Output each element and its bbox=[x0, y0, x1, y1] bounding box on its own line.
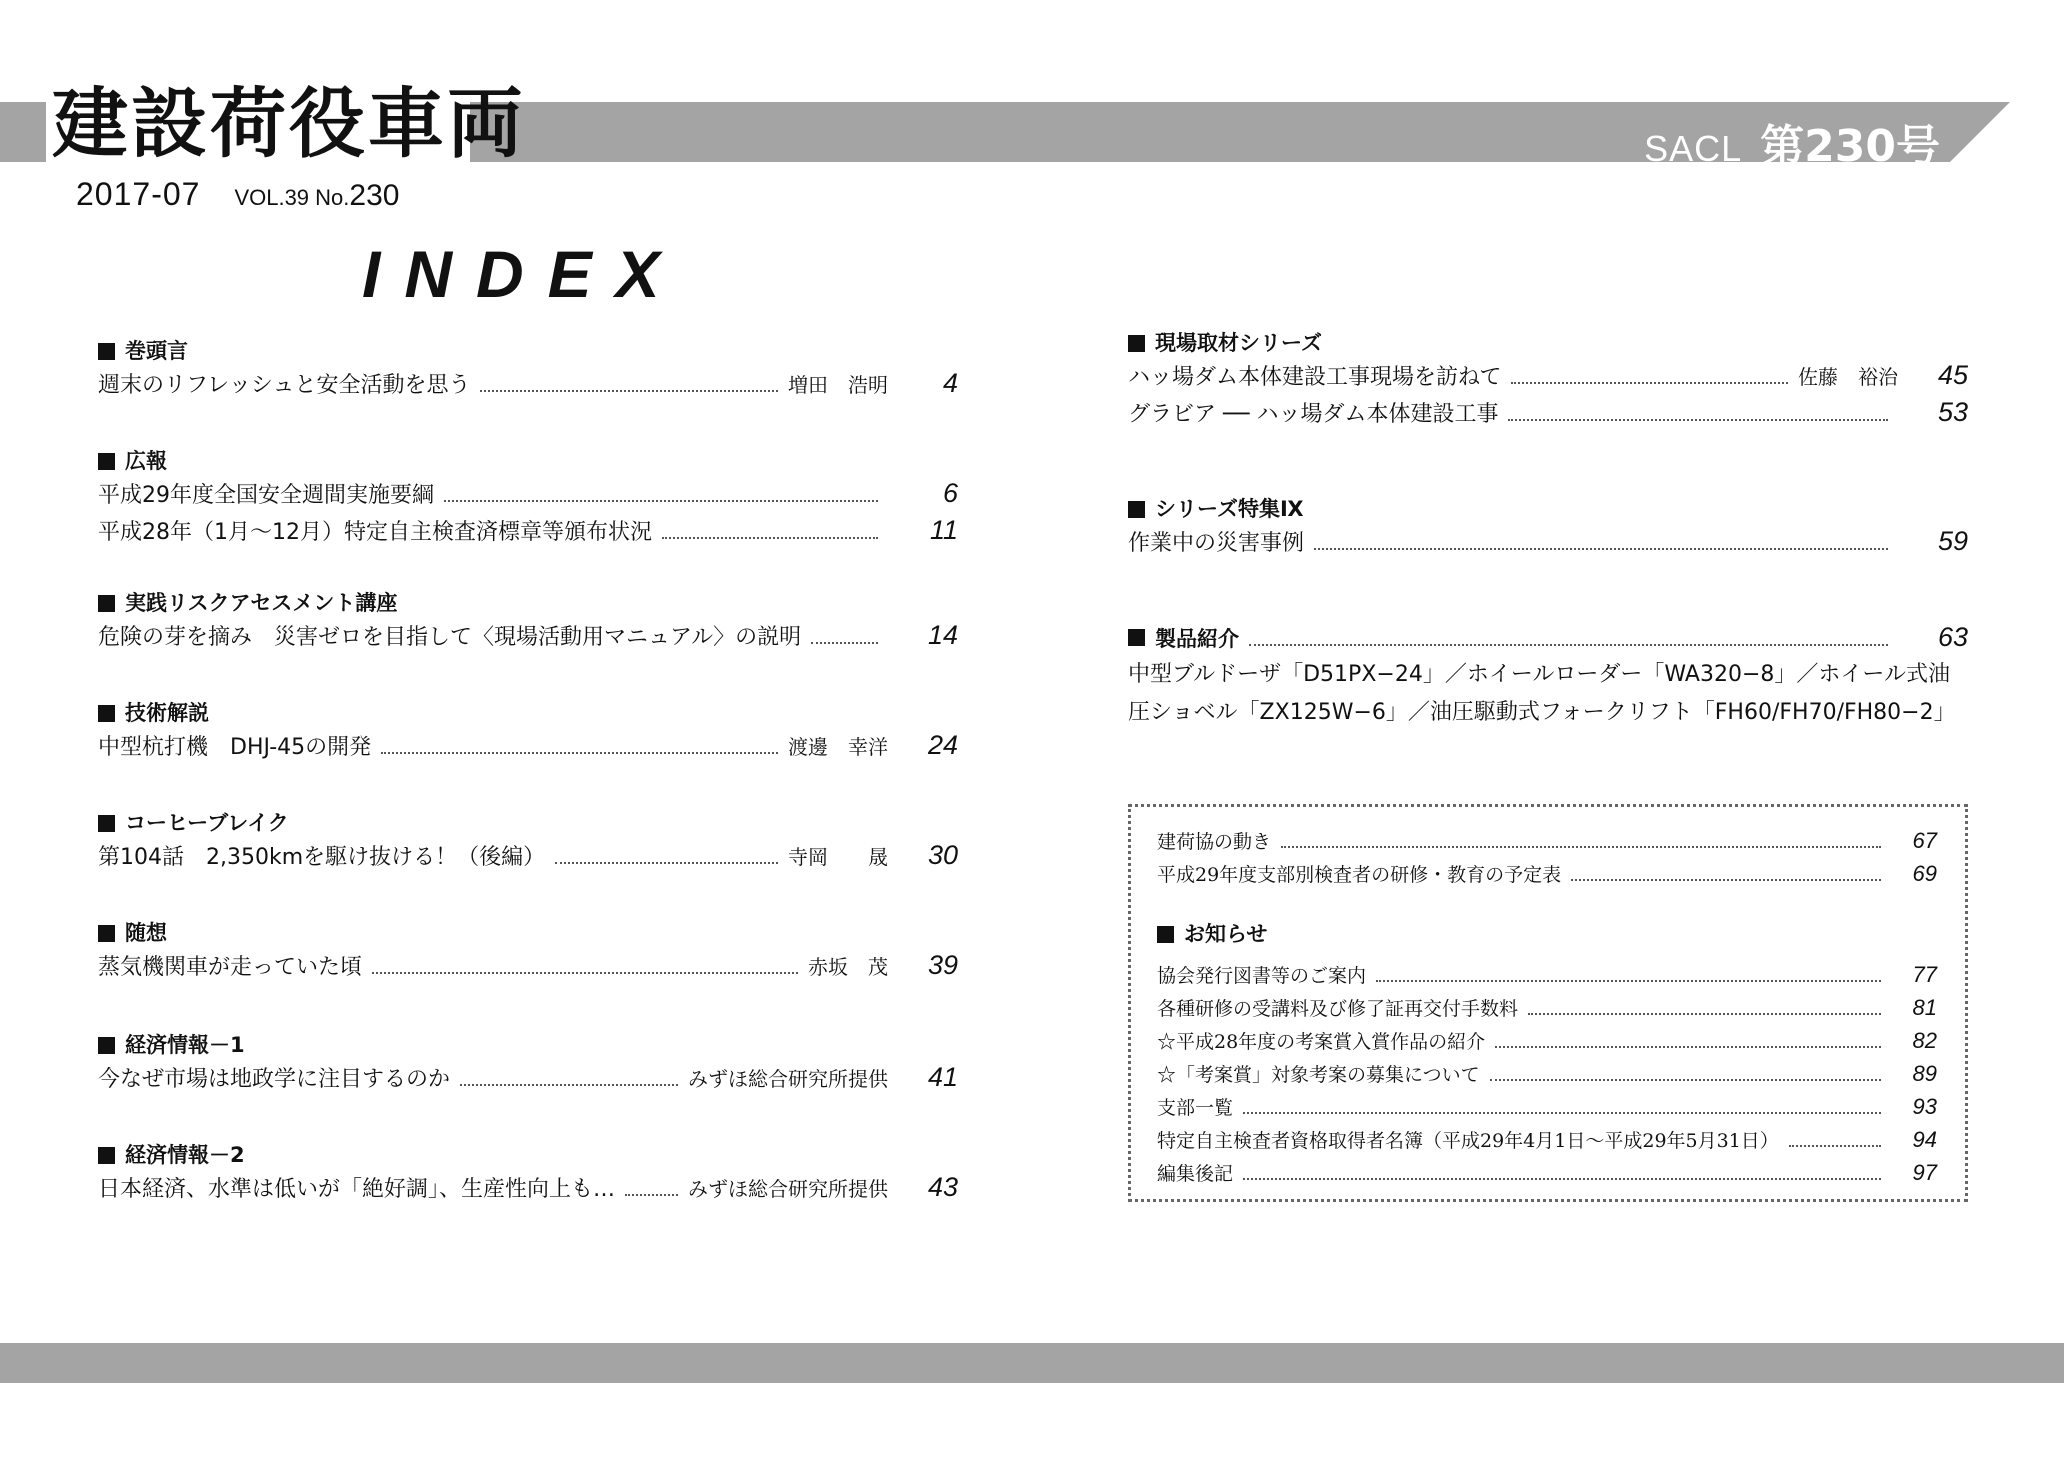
square-bullet-icon bbox=[98, 705, 115, 722]
leader-dots bbox=[1281, 846, 1881, 848]
section-heading-label: 経済情報－2 bbox=[125, 1143, 245, 1167]
date-line bbox=[76, 176, 399, 213]
entry-title: 建荷協の動き bbox=[1157, 831, 1272, 853]
section-heading-label: 技術解説 bbox=[125, 701, 209, 725]
toc-entry[interactable] bbox=[98, 1060, 958, 1097]
section-heading bbox=[98, 1030, 958, 1060]
entry-page: 81 bbox=[1912, 995, 1937, 1020]
section-heading bbox=[98, 918, 958, 948]
leader-dots bbox=[1249, 644, 1888, 646]
section-heading bbox=[98, 336, 958, 366]
toc-entry[interactable] bbox=[1157, 1025, 1937, 1058]
entry-title: 協会発行図書等のご案内 bbox=[1157, 965, 1367, 987]
box-top-list bbox=[1157, 825, 1937, 891]
square-bullet-icon bbox=[98, 453, 115, 470]
section-heading bbox=[98, 588, 958, 618]
entry-page: 59 bbox=[1937, 526, 1968, 556]
section-heading bbox=[98, 1140, 958, 1170]
leader-dots bbox=[1495, 1046, 1881, 1048]
section-heading bbox=[1128, 494, 1968, 524]
entry-title: 今なぜ市場は地政学に注目するのか bbox=[98, 1067, 451, 1092]
section-coffee-break bbox=[98, 808, 958, 875]
toc-entry[interactable] bbox=[98, 366, 958, 403]
box-notice-list bbox=[1157, 919, 1937, 1190]
entry-author: みずほ総合研究所提供 bbox=[688, 1177, 888, 1201]
entry-page: 77 bbox=[1912, 962, 1937, 987]
leader-dots bbox=[480, 390, 778, 392]
sacl-label: SACL bbox=[1644, 128, 1743, 169]
section-seihin-shoukai bbox=[1128, 620, 1968, 732]
entry-page: 45 bbox=[1937, 360, 1968, 390]
entry-page: 30 bbox=[927, 840, 958, 870]
leader-dots bbox=[1571, 879, 1881, 881]
entry-title: ☆「考案賞」対象考案の募集について bbox=[1157, 1064, 1480, 1086]
toc-entry[interactable] bbox=[98, 618, 958, 655]
product-list bbox=[1128, 656, 1968, 732]
section-heading bbox=[98, 698, 958, 728]
entry-page: 24 bbox=[927, 730, 958, 760]
entry-page: 6 bbox=[942, 478, 958, 508]
leader-dots bbox=[1528, 1013, 1881, 1015]
section-heading-label: 現場取材シリーズ bbox=[1155, 331, 1322, 355]
magazine-title: 建設荷役車両 bbox=[52, 79, 526, 168]
section-heading-label: 広報 bbox=[125, 449, 167, 473]
section-zuisou bbox=[98, 918, 958, 985]
entry-title: グラビア ── ハッ場ダム本体建設工事 bbox=[1128, 402, 1499, 427]
entry-author: 寺岡 晟 bbox=[788, 845, 888, 869]
issue-number: 第230号 bbox=[1760, 121, 1940, 172]
entry-author: 佐藤 裕治 bbox=[1798, 365, 1898, 389]
entry-title: 第104話 2,350kmを駆け抜ける！（後編） bbox=[98, 845, 546, 870]
section-heading-label: 製品紹介 bbox=[1155, 627, 1239, 651]
section-heading bbox=[1157, 919, 1937, 949]
square-bullet-icon bbox=[1128, 335, 1145, 352]
square-bullet-icon bbox=[98, 595, 115, 612]
issue-tag bbox=[1644, 110, 1940, 174]
entry-author: 渡邊 幸洋 bbox=[788, 735, 888, 759]
leader-dots bbox=[811, 642, 878, 644]
section-kantougen bbox=[98, 336, 958, 403]
toc-entry[interactable] bbox=[1128, 524, 1968, 561]
entry-title: 日本経済、水準は低いが「絶好調」、生産性向上も… bbox=[98, 1177, 616, 1202]
header-band-left bbox=[0, 102, 46, 162]
entry-page: 14 bbox=[927, 620, 958, 650]
volume-prefix: VOL.39 No. bbox=[234, 185, 350, 210]
notice-box bbox=[1128, 804, 1968, 1202]
section-heading bbox=[1128, 328, 1968, 358]
section-gijutsu-kaisetsu bbox=[98, 698, 958, 765]
entry-title: 蒸気機関車が走っていた頃 bbox=[98, 955, 363, 980]
entry-page: 43 bbox=[927, 1172, 958, 1202]
square-bullet-icon bbox=[98, 1037, 115, 1054]
entry-author: 増田 浩明 bbox=[788, 373, 888, 397]
leader-dots bbox=[1511, 382, 1788, 384]
toc-entry[interactable] bbox=[98, 1170, 958, 1207]
entry-title: 平成29年度全国安全週間実施要綱 bbox=[98, 483, 434, 508]
leader-dots bbox=[444, 500, 878, 502]
square-bullet-icon bbox=[98, 343, 115, 360]
toc-entry[interactable] bbox=[98, 513, 958, 550]
section-heading-label: お知らせ bbox=[1184, 922, 1268, 946]
entry-page: 4 bbox=[942, 368, 958, 398]
entry-title: 各種研修の受講料及び修了証再交付手数料 bbox=[1157, 998, 1519, 1020]
leader-dots bbox=[381, 752, 778, 754]
entry-page: 41 bbox=[927, 1062, 958, 1092]
section-kouhou bbox=[98, 446, 958, 550]
square-bullet-icon bbox=[1157, 926, 1174, 943]
section-series-tokushu bbox=[1128, 494, 1968, 561]
toc-entry[interactable] bbox=[1157, 1124, 1937, 1157]
toc-entry[interactable] bbox=[1128, 358, 1968, 395]
square-bullet-icon bbox=[98, 925, 115, 942]
leader-dots bbox=[1490, 1079, 1881, 1081]
issue-date: 2017-07 bbox=[76, 176, 201, 212]
entry-page: 82 bbox=[1912, 1028, 1937, 1053]
volume-label bbox=[234, 179, 399, 213]
leader-dots bbox=[1243, 1178, 1881, 1180]
toc-entry[interactable] bbox=[1128, 620, 1968, 656]
entry-title: ☆平成28年度の考案賞入賞作品の紹介 bbox=[1157, 1031, 1486, 1053]
leader-dots bbox=[1789, 1145, 1881, 1147]
entry-page: 94 bbox=[1912, 1127, 1937, 1152]
toc-entry[interactable] bbox=[1157, 1091, 1937, 1124]
leader-dots bbox=[1376, 980, 1881, 982]
toc-entry[interactable] bbox=[98, 838, 958, 875]
section-genba-shuzai bbox=[1128, 328, 1968, 432]
leader-dots bbox=[372, 972, 798, 974]
entry-title: 支部一覧 bbox=[1157, 1097, 1234, 1119]
entry-title: 平成29年度支部別検査者の研修・教育の予定表 bbox=[1157, 864, 1562, 886]
toc-entry[interactable] bbox=[1157, 1157, 1937, 1190]
entry-page: 97 bbox=[1912, 1160, 1937, 1185]
index-title: INDEX bbox=[362, 237, 684, 311]
entry-title: 特定自主検査者資格取得者名簿（平成29年4月1日～平成29年5月31日） bbox=[1157, 1130, 1779, 1152]
entry-author: 赤坂 茂 bbox=[808, 955, 888, 979]
entry-page: 53 bbox=[1937, 397, 1968, 427]
section-risk-assessment bbox=[98, 588, 958, 655]
entry-author: みずほ総合研究所提供 bbox=[688, 1067, 888, 1091]
square-bullet-icon bbox=[1128, 629, 1145, 646]
entry-title: 中型杭打機 DHJ-45の開発 bbox=[98, 735, 372, 760]
section-heading-label: コーヒーブレイク bbox=[125, 811, 289, 835]
toc-entry[interactable] bbox=[98, 476, 958, 513]
toc-entry[interactable] bbox=[98, 728, 958, 765]
leader-dots bbox=[555, 862, 778, 864]
section-keizai-1 bbox=[98, 1030, 958, 1097]
entry-title: 週末のリフレッシュと安全活動を思う bbox=[98, 373, 471, 398]
section-heading-label: 経済情報－1 bbox=[125, 1033, 245, 1057]
toc-entry[interactable] bbox=[1128, 395, 1968, 432]
toc-entry[interactable] bbox=[1157, 992, 1937, 1025]
volume-number: 230 bbox=[349, 179, 400, 212]
toc-entry[interactable] bbox=[1157, 959, 1937, 992]
toc-entry[interactable] bbox=[1157, 825, 1937, 858]
toc-entry[interactable] bbox=[1157, 858, 1937, 891]
product-list-text: 中型ブルドーザ「D51PX−24」／ホイールローダー「WA320−8」／ホイール式油圧ショベル「ZX125W−6」／油圧駆動式フォークリフト「FH60/FH70/FH80−2」 bbox=[1128, 662, 1956, 725]
entry-page: 93 bbox=[1912, 1094, 1937, 1119]
section-heading bbox=[98, 808, 958, 838]
entry-page: 39 bbox=[927, 950, 958, 980]
section-heading-label: 巻頭言 bbox=[125, 339, 188, 363]
entry-page: 67 bbox=[1912, 828, 1937, 853]
section-heading-label: 随想 bbox=[125, 921, 167, 945]
section-heading-label: シリーズ特集Ⅸ bbox=[1155, 497, 1304, 521]
section-heading bbox=[98, 446, 958, 476]
square-bullet-icon bbox=[1128, 501, 1145, 518]
leader-dots bbox=[460, 1084, 678, 1086]
entry-page: 69 bbox=[1912, 861, 1937, 886]
toc-entry[interactable] bbox=[1157, 1058, 1937, 1091]
entry-title: 作業中の災害事例 bbox=[1128, 531, 1305, 556]
leader-dots bbox=[1243, 1112, 1881, 1114]
square-bullet-icon bbox=[98, 1147, 115, 1164]
leader-dots bbox=[1314, 548, 1888, 550]
entry-page: 63 bbox=[1937, 622, 1968, 652]
entry-title: ハッ場ダム本体建設工事現場を訪ねて bbox=[1128, 365, 1502, 390]
section-heading-label: 実践リスクアセスメント講座 bbox=[125, 591, 398, 615]
entry-page: 89 bbox=[1912, 1061, 1937, 1086]
toc-entry[interactable] bbox=[98, 948, 958, 985]
entry-title: 平成28年（1月～12月）特定自主検査済標章等頒布状況 bbox=[98, 520, 652, 545]
entry-title: 危険の芽を摘み 災害ゼロを目指して〈現場活動用マニュアル〉の説明 bbox=[98, 625, 802, 650]
section-keizai-2 bbox=[98, 1140, 958, 1207]
leader-dots bbox=[625, 1194, 678, 1196]
entry-page: 11 bbox=[929, 515, 958, 545]
footer-band bbox=[0, 1343, 2064, 1383]
leader-dots bbox=[662, 537, 878, 539]
leader-dots bbox=[1508, 419, 1888, 421]
entry-title: 編集後記 bbox=[1157, 1163, 1234, 1185]
square-bullet-icon bbox=[98, 815, 115, 832]
